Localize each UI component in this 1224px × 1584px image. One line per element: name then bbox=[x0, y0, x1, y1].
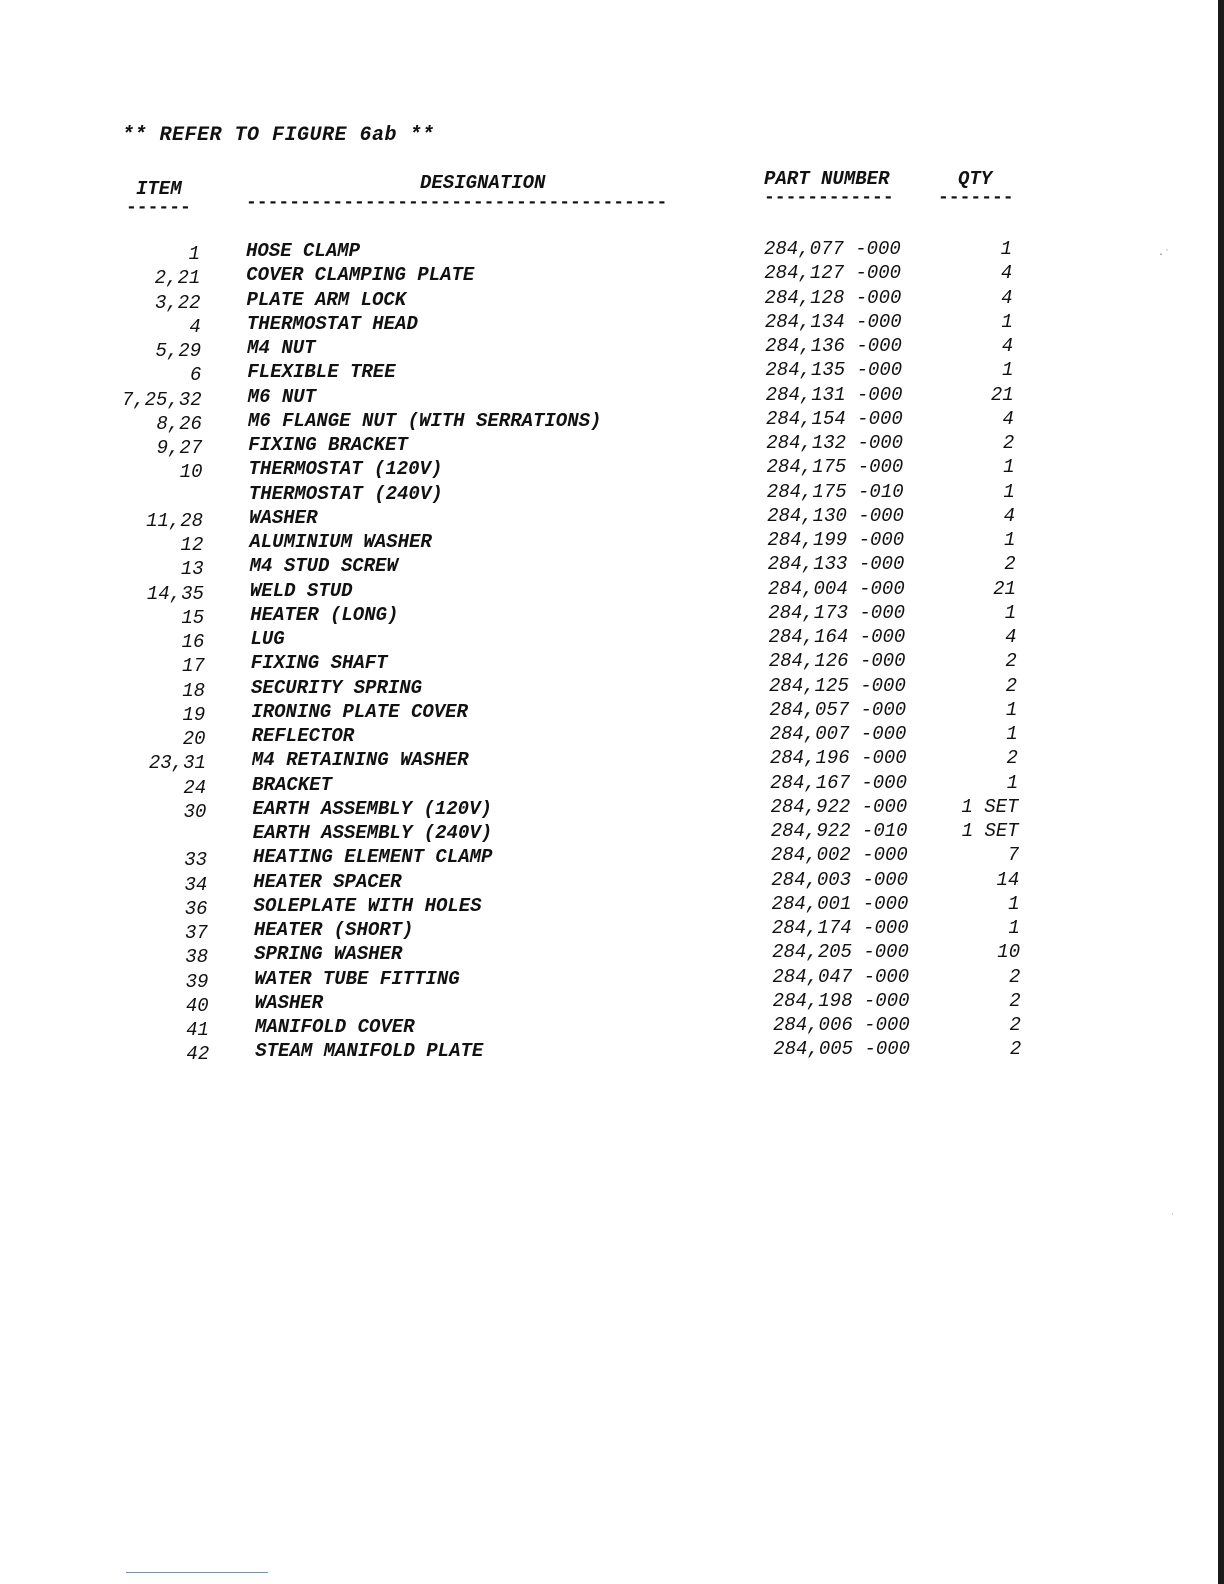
designation: THERMOSTAT (120V) bbox=[248, 458, 443, 481]
part-number: 284,003 -000 bbox=[771, 868, 909, 891]
quantity: 1 bbox=[1004, 601, 1017, 624]
table-row bbox=[0, 989, 1224, 1017]
scan-edge bbox=[1218, 0, 1224, 1584]
quantity: 4 bbox=[1005, 626, 1017, 648]
item-number: 19 bbox=[182, 703, 206, 726]
item-number: 12 bbox=[180, 534, 204, 556]
quantity: 4 bbox=[1002, 407, 1014, 430]
designation: HEATING ELEMENT CLAMP bbox=[253, 846, 493, 869]
designation: EARTH ASSEMBLY (240V) bbox=[252, 822, 493, 844]
item-number: 37 bbox=[185, 922, 208, 944]
underline-item: ------ bbox=[126, 198, 191, 218]
part-number: 284,167 -000 bbox=[770, 771, 907, 794]
item-number: 1 bbox=[188, 243, 200, 265]
part-number: 284,173 -000 bbox=[768, 601, 906, 624]
underline-part-number: ------------ bbox=[764, 188, 894, 208]
item-number: 9,27 bbox=[156, 437, 203, 459]
item-number: 6 bbox=[189, 364, 202, 387]
quantity: 1 bbox=[1008, 917, 1020, 939]
item-number: 10 bbox=[179, 461, 203, 484]
item-number: 34 bbox=[184, 873, 208, 896]
designation: WATER TUBE FITTING bbox=[254, 967, 460, 990]
quantity: 2 bbox=[1006, 747, 1018, 770]
part-number: 284,005 -000 bbox=[773, 1038, 911, 1061]
table-row bbox=[0, 771, 1224, 799]
designation: SPRING WASHER bbox=[254, 943, 403, 966]
part-number: 284,128 -000 bbox=[764, 286, 902, 309]
table-row bbox=[0, 965, 1224, 993]
table-row bbox=[0, 504, 1224, 532]
part-number: 284,175 -010 bbox=[766, 480, 904, 503]
designation: FIXING SHAFT bbox=[250, 652, 388, 675]
table-row bbox=[0, 432, 1224, 459]
item-number: 14,35 bbox=[146, 582, 204, 605]
quantity: 2 bbox=[1009, 989, 1021, 1012]
designation: FLEXIBLE TREE bbox=[247, 361, 396, 384]
designation: REFLECTOR bbox=[251, 725, 355, 747]
item-number: 13 bbox=[180, 558, 204, 581]
header-part-number: PART NUMBER bbox=[764, 168, 890, 190]
designation: HEATER (LONG) bbox=[250, 603, 399, 626]
part-number: 284,154 -000 bbox=[765, 407, 903, 430]
item-number: 39 bbox=[185, 970, 209, 993]
designation: HEATER (SHORT) bbox=[253, 919, 414, 941]
designation: SECURITY SPRING bbox=[251, 676, 423, 699]
table-row bbox=[0, 795, 1224, 823]
item-number: 15 bbox=[181, 606, 205, 629]
designation: STEAM MANIFOLD PLATE bbox=[255, 1040, 484, 1063]
part-number: 284,077 -000 bbox=[764, 238, 901, 260]
table-row bbox=[0, 1038, 1224, 1066]
part-number: 284,199 -000 bbox=[767, 529, 905, 551]
designation: HOSE CLAMP bbox=[246, 240, 361, 262]
designation: ALUMINIUM WASHER bbox=[249, 531, 432, 553]
quantity: 1 bbox=[1000, 238, 1012, 260]
designation: EARTH ASSEMBLY (120V) bbox=[252, 797, 492, 820]
quantity: 1 SET bbox=[961, 795, 1019, 818]
quantity: 14 bbox=[996, 868, 1020, 891]
part-number: 284,922 -010 bbox=[770, 820, 908, 842]
part-number: 284,125 -000 bbox=[769, 674, 906, 697]
item-number: 24 bbox=[183, 776, 207, 799]
designation: WASHER bbox=[249, 506, 318, 529]
item-number: 8,26 bbox=[156, 412, 202, 435]
quantity: 4 bbox=[1001, 286, 1013, 309]
designation: LUG bbox=[250, 628, 285, 650]
figure-reference: ** REFER TO FIGURE 6ab ** bbox=[122, 124, 435, 147]
item-number: 33 bbox=[184, 849, 207, 872]
table-row bbox=[0, 529, 1224, 556]
item-number: 7,25,32 bbox=[121, 388, 202, 411]
table-row bbox=[0, 238, 1224, 265]
part-number: 284,205 -000 bbox=[772, 941, 909, 964]
item-number: 36 bbox=[184, 897, 208, 920]
item-number: 16 bbox=[181, 631, 205, 653]
designation: M4 STUD SCREW bbox=[249, 555, 398, 578]
designation: COVER CLAMPING PLATE bbox=[246, 264, 475, 287]
quantity: 1 bbox=[1008, 892, 1020, 915]
table-row bbox=[0, 262, 1224, 290]
designation: FIXING BRACKET bbox=[248, 434, 408, 456]
item-number: 30 bbox=[183, 800, 207, 823]
designation: IRONING PLATE COVER bbox=[251, 700, 468, 723]
quantity: 2 bbox=[1004, 553, 1016, 576]
quantity: 7 bbox=[1007, 844, 1019, 867]
underline-qty: ------- bbox=[938, 188, 1014, 208]
designation: SOLEPLATE WITH HOLES bbox=[253, 894, 482, 917]
quantity: 10 bbox=[997, 941, 1021, 964]
quantity: 1 bbox=[1001, 359, 1014, 382]
table-row bbox=[0, 456, 1224, 484]
part-number: 284,001 -000 bbox=[771, 892, 909, 915]
part-number: 284,174 -000 bbox=[771, 917, 909, 939]
header-item: ITEM bbox=[136, 178, 182, 200]
part-number: 284,196 -000 bbox=[769, 747, 907, 770]
item-number: 11,28 bbox=[146, 509, 204, 532]
part-number: 284,007 -000 bbox=[769, 723, 907, 745]
designation: M6 NUT bbox=[247, 385, 317, 408]
table-row bbox=[0, 747, 1224, 775]
part-number: 284,130 -000 bbox=[767, 504, 904, 527]
part-number: 284,126 -000 bbox=[768, 650, 906, 673]
part-number: 284,175 -000 bbox=[766, 456, 904, 479]
part-number: 284,132 -000 bbox=[766, 432, 904, 454]
designation: HEATER SPACER bbox=[253, 870, 402, 893]
table-row bbox=[0, 481, 1224, 505]
part-number: 284,922 -000 bbox=[770, 795, 908, 818]
header-qty: QTY bbox=[958, 168, 993, 190]
quantity: 21 bbox=[990, 383, 1014, 406]
table-row bbox=[0, 674, 1224, 702]
quantity: 2 bbox=[1008, 965, 1021, 988]
table-row bbox=[0, 868, 1224, 896]
item-number: 17 bbox=[181, 655, 205, 678]
table-row bbox=[0, 310, 1224, 338]
table-row bbox=[0, 407, 1224, 435]
table-row bbox=[0, 1014, 1224, 1041]
table-row bbox=[0, 941, 1224, 969]
item-number: 2,21 bbox=[154, 267, 201, 290]
table-row bbox=[0, 553, 1224, 581]
item-number: 3,22 bbox=[154, 291, 201, 314]
part-number: 284,134 -000 bbox=[764, 310, 902, 333]
underline-designation: --------------------------------------- bbox=[246, 193, 668, 213]
part-number: 284,004 -000 bbox=[767, 577, 905, 600]
designation: M4 NUT bbox=[247, 337, 316, 359]
designation: BRACKET bbox=[252, 773, 332, 796]
table-row bbox=[0, 383, 1224, 411]
footer-rule bbox=[126, 1572, 268, 1573]
quantity: 2 bbox=[1005, 674, 1018, 697]
quantity: 4 bbox=[1003, 504, 1016, 527]
table-row bbox=[0, 359, 1224, 387]
part-number: 284,057 -000 bbox=[769, 698, 907, 721]
table-row bbox=[0, 335, 1224, 362]
scan-speck: · bbox=[1170, 1210, 1175, 1219]
table-row bbox=[0, 723, 1224, 750]
designation: WELD STUD bbox=[249, 579, 353, 602]
table-row bbox=[0, 577, 1224, 605]
part-number: 284,198 -000 bbox=[772, 989, 910, 1012]
designation: WASHER bbox=[254, 991, 324, 1014]
part-number: 284,135 -000 bbox=[765, 359, 903, 382]
item-number: 23,31 bbox=[148, 752, 206, 775]
table-row bbox=[0, 820, 1224, 844]
item-number: 40 bbox=[185, 994, 209, 1017]
designation: THERMOSTAT HEAD bbox=[246, 312, 418, 335]
table-row bbox=[0, 698, 1224, 726]
item-number: 38 bbox=[185, 946, 209, 969]
item-number: 41 bbox=[186, 1019, 209, 1041]
item-number: 20 bbox=[182, 728, 206, 750]
part-number: 284,164 -000 bbox=[768, 626, 906, 648]
designation: M6 FLANGE NUT (WITH SERRATIONS) bbox=[247, 409, 602, 432]
quantity: 1 bbox=[1003, 529, 1016, 551]
table-row bbox=[0, 892, 1224, 920]
table-row bbox=[0, 844, 1224, 872]
part-number: 284,047 -000 bbox=[772, 965, 910, 988]
item-number: 5,29 bbox=[155, 340, 202, 362]
quantity: 1 bbox=[1003, 480, 1015, 503]
part-number: 284,127 -000 bbox=[764, 262, 902, 285]
part-number: 284,006 -000 bbox=[772, 1014, 910, 1036]
item-number: 4 bbox=[189, 315, 201, 338]
item-number: 42 bbox=[186, 1043, 210, 1066]
quantity: 4 bbox=[1001, 335, 1014, 357]
quantity: 1 bbox=[1006, 771, 1019, 794]
quantity: 2 bbox=[1005, 650, 1017, 673]
part-number: 284,133 -000 bbox=[767, 553, 905, 576]
table-row bbox=[0, 286, 1224, 314]
quantity: 1 bbox=[1003, 456, 1015, 479]
part-number: 284,131 -000 bbox=[765, 383, 903, 406]
designation: MANIFOLD COVER bbox=[254, 1016, 415, 1038]
item-number: 18 bbox=[182, 679, 206, 702]
quantity: 2 bbox=[1009, 1038, 1022, 1061]
table-row bbox=[0, 917, 1224, 944]
designation: PLATE ARM LOCK bbox=[246, 288, 407, 311]
table-row bbox=[0, 650, 1224, 678]
quantity: 2 bbox=[1002, 432, 1015, 454]
part-number: 284,136 -000 bbox=[765, 335, 902, 357]
quantity: 21 bbox=[993, 577, 1016, 600]
table-row bbox=[0, 601, 1224, 629]
quantity: 1 bbox=[1001, 310, 1013, 333]
quantity: 1 bbox=[1006, 723, 1018, 745]
designation: THERMOSTAT (240V) bbox=[248, 482, 443, 505]
header-designation: DESIGNATION bbox=[420, 172, 546, 194]
table-row bbox=[0, 626, 1224, 653]
designation: M4 RETAINING WASHER bbox=[251, 749, 469, 772]
quantity: 2 bbox=[1009, 1014, 1021, 1036]
part-number: 284,002 -000 bbox=[771, 844, 908, 867]
scan-speck: ·˙ bbox=[1158, 250, 1171, 261]
quantity: 1 SET bbox=[961, 820, 1019, 842]
quantity: 4 bbox=[1000, 262, 1013, 285]
parts-table bbox=[0, 238, 1224, 1066]
quantity: 1 bbox=[1005, 698, 1018, 721]
